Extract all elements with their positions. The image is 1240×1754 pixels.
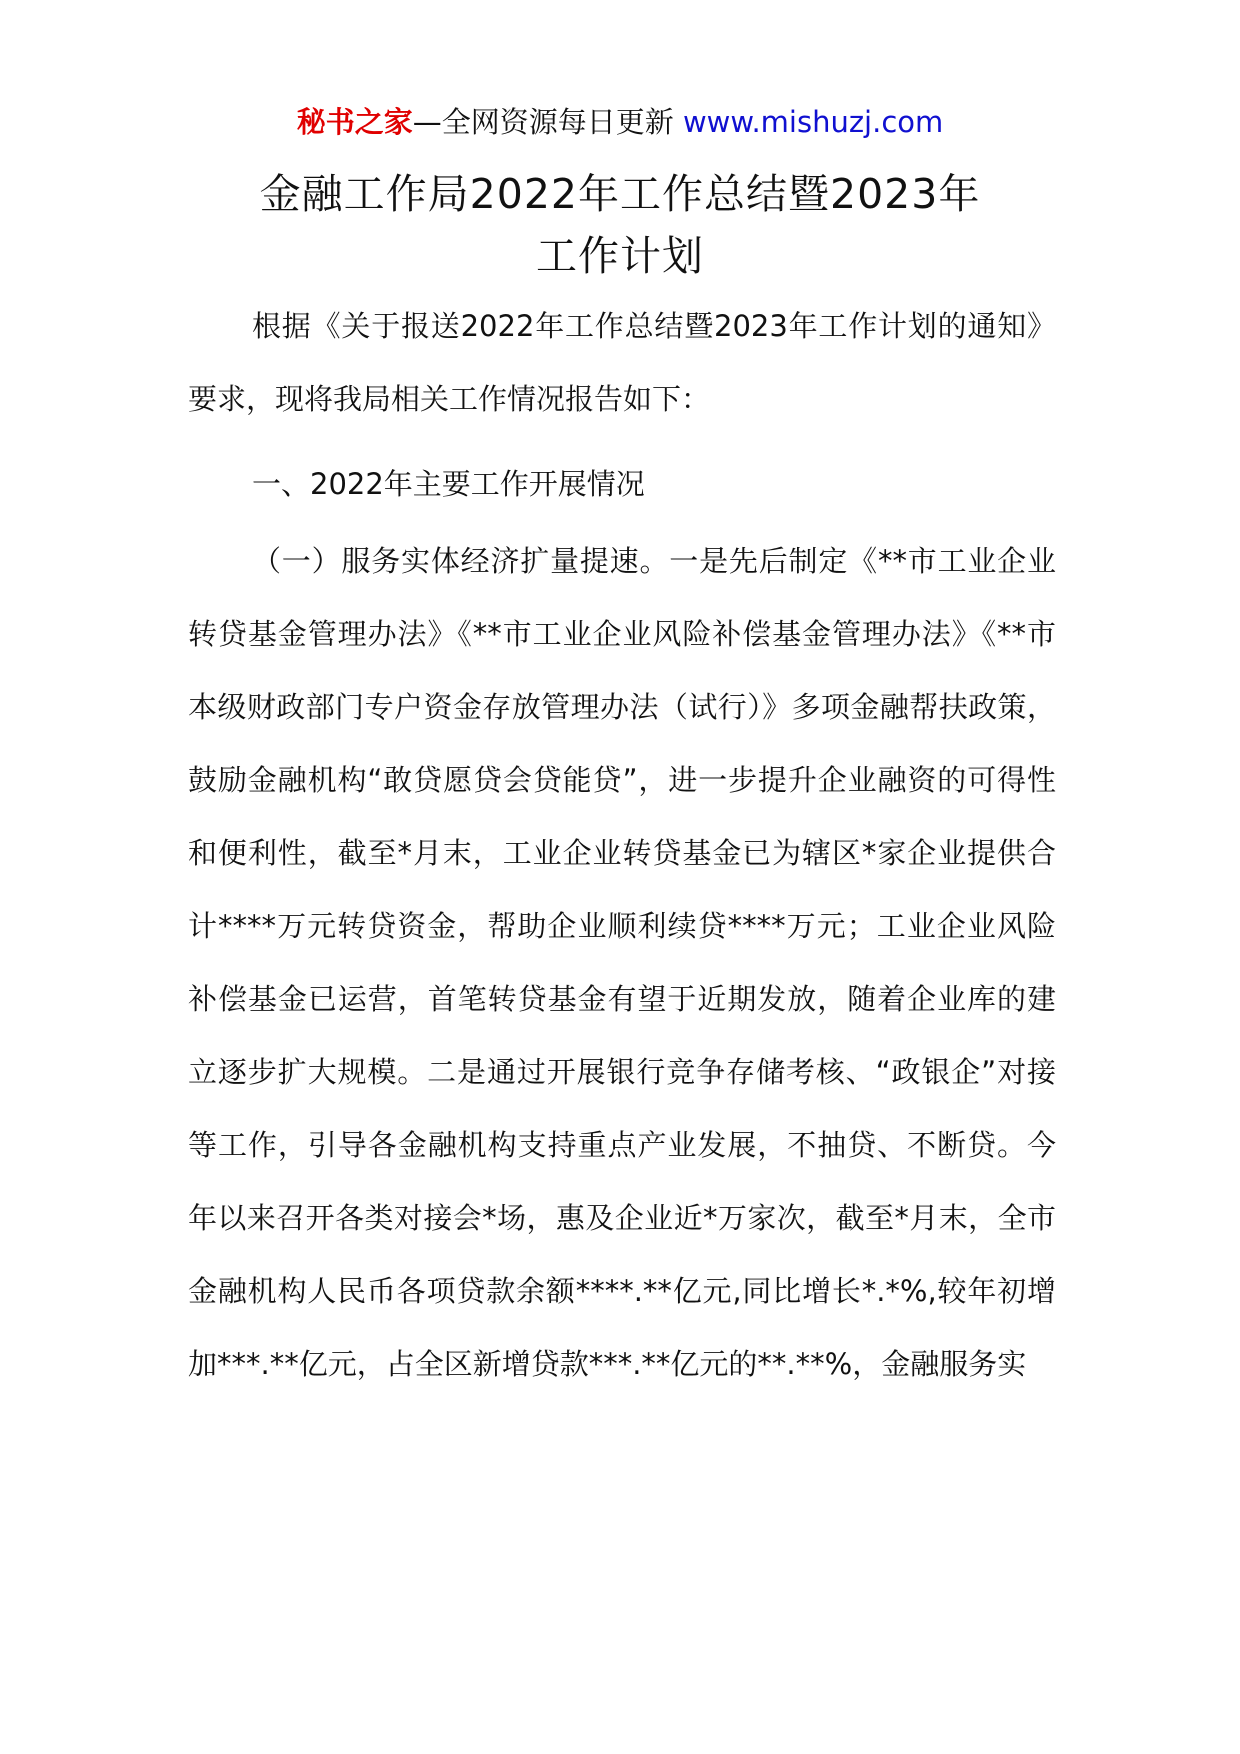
site-url-link[interactable]: www.mishuzj.com — [682, 105, 944, 139]
intro-paragraph: 根据《关于报送2022年工作总结暨2023年工作计划的通知》要求，现将我局相关工作情况报告如下： — [188, 309, 1056, 416]
brand-name: 秘书之家 — [296, 105, 413, 139]
brand-slogan: —全网资源每日更新 — [412, 105, 674, 139]
title-line-1: 金融工作局2022年工作总结暨2023年 — [259, 170, 981, 218]
document-title — [0, 163, 1240, 287]
document-body — [188, 290, 1056, 1401]
title-line-2: 工作计划 — [536, 232, 704, 280]
watermark-header — [0, 100, 1240, 144]
section-heading: 一、2022年主要工作开展情况 — [252, 467, 645, 501]
body-paragraph: （一）服务实体经济扩量提速。一是先后制定《**市工业企业转贷基金管理办法》《**市工业企业风险补偿基金管理办法》《**市本级财政部门专户资金存放管理办法（试行）》多项金融帮扶政策，鼓励金融机构“敢贷愿贷会贷能贷”，进一步提升企业融资的可得性和便利性，截至*月末，工业企业转贷基金已为辖区*家企业提供合计****万元转贷资金，帮助企业顺利续贷****万元；工业企业风险补偿基金已运营，首笔转贷基金有望于近期发放，随着企业库的建立逐步扩大规模。二是通过开展银行竞争存储考核、“政银企”对接等工作，引导各金融机构支持重点产业发展，不抽贷、不断贷。今年以来召开各类对接会*场，惠及企业近*万家次，截至*月末，全市金融机构人民币各项贷款余额****.**亿元,同比增长*.*%,较年初增加***.**亿元，占全区新增贷款***.**亿元的**.**%，金融服务实 — [188, 544, 1056, 1381]
